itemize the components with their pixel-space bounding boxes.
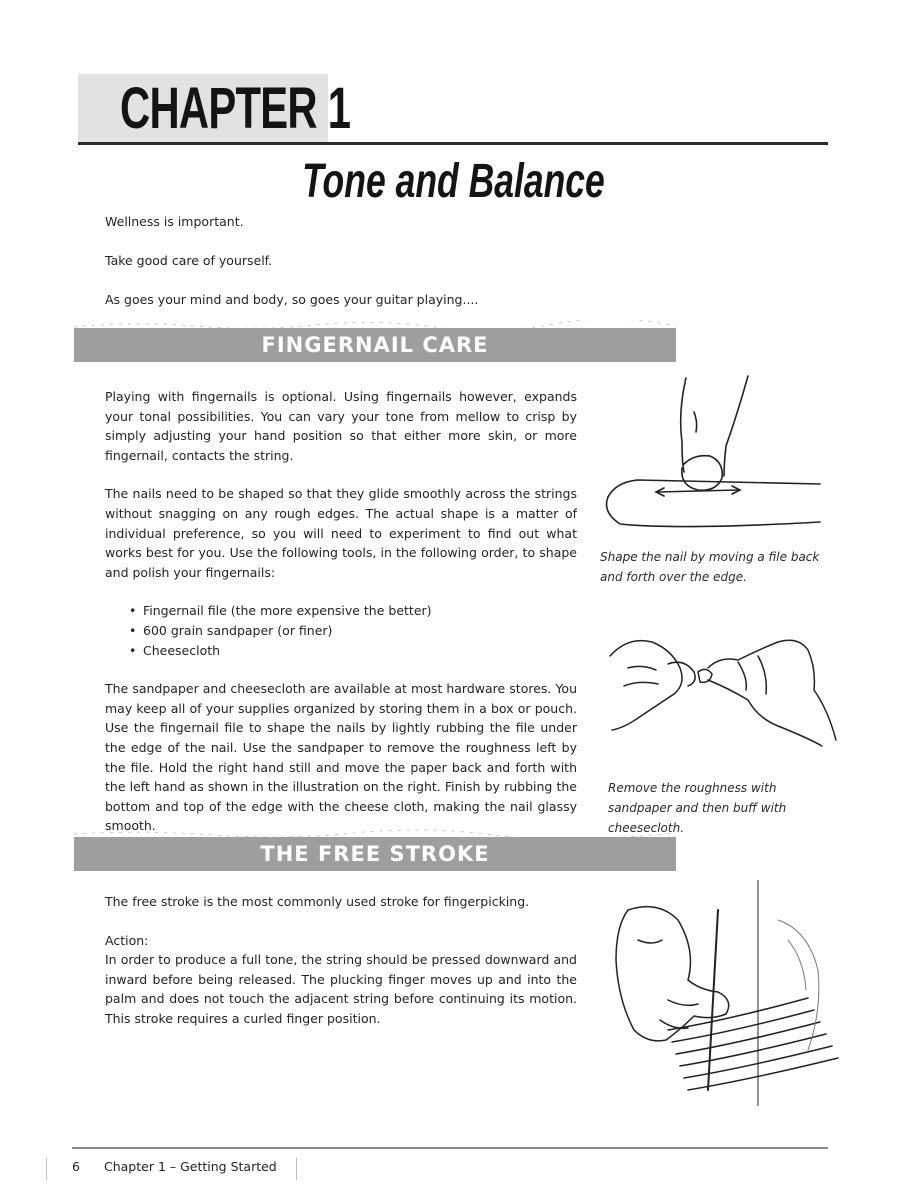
- fingernail-paragraph-3: The sandpaper and cheesecloth are available at most hardware stores. You may keep all of your supplies organized by storing them in a box or pouch. Use the fingernail file to shape the nails by lightly rubbing the file under the edge of the nail. Use the sandpaper to remove the roughness left by the file. Hold the right hand still and move the paper back and forth with the left hand as shown in the illustration on the right. Finish by rubbing the bottom and top of the edge with the cheese cloth, making the nail glassy smooth.: [105, 681, 577, 834]
- free-stroke-paragraph-2: In order to produce a full tone, the string should be pressed downward and inward before being released. The plucking finger moves up and into the palm and does not touch the adjacent string before continuing its motion. This stroke requires a curled finger position.: [105, 952, 577, 1026]
- list-item: • Cheesecloth: [127, 641, 577, 661]
- footer-rule: [72, 1147, 828, 1149]
- fingernail-care-body: [105, 387, 577, 836]
- footer-section-title: Chapter 1 – Getting Started: [104, 1159, 277, 1174]
- chapter-title-text: Tone and Balance: [301, 155, 605, 208]
- chapter-title: [78, 152, 828, 212]
- fingernail-paragraph-2: The nails need to be shaped so that they glide smoothly across the strings without snagging on any rough edges. The actual shape is a matter of individual preference, so you will need to experiment to find out what works best for you. Use the following tools, in the following order, to shape and polish your fingernails:: [105, 486, 577, 580]
- free-stroke-hand-illustration: [608, 880, 844, 1106]
- intro-line-3: As goes your mind and body, so goes your guitar playing....: [105, 292, 479, 307]
- free-stroke-paragraph-1: The free stroke is the most commonly used stroke for fingerpicking.: [105, 894, 530, 909]
- nail-file-illustration: [598, 372, 828, 542]
- list-item: • 600 grain sandpaper (or finer): [127, 621, 577, 641]
- fingernail-paragraph-1: Playing with fingernails is optional. Using fingernails however, expands your tonal possibilities. You can vary your tone from mellow to crisp by simply adjusting your hand position so that either more skin, or more fingernail, contacts the string.: [105, 389, 577, 463]
- sandpaper-hands-illustration: [608, 628, 840, 776]
- section-heading-free-stroke: THE FREE STROKE: [74, 837, 676, 871]
- caption-sandpaper: Remove the roughness with sandpaper and then buff with cheesecloth.: [608, 781, 787, 835]
- caption-nail-file: Shape the nail by moving a file back and forth over the edge.: [600, 550, 820, 584]
- intro-line-1: Wellness is important.: [105, 214, 244, 229]
- free-stroke-body: [105, 892, 577, 1029]
- chapter-label: CHAPTER 1: [120, 76, 351, 141]
- action-label: Action:: [105, 932, 149, 948]
- section-heading-fingernail-care: FINGERNAIL CARE: [74, 328, 676, 362]
- page-number: 6: [72, 1159, 80, 1174]
- chapter-rule: [78, 142, 828, 145]
- intro-line-2: Take good care of yourself.: [105, 253, 273, 268]
- list-item: • Fingernail file (the more expensive the better): [127, 601, 577, 621]
- footer-tick-right: [296, 1158, 297, 1180]
- footer-tick-left: [46, 1158, 47, 1180]
- tools-list: [127, 601, 577, 660]
